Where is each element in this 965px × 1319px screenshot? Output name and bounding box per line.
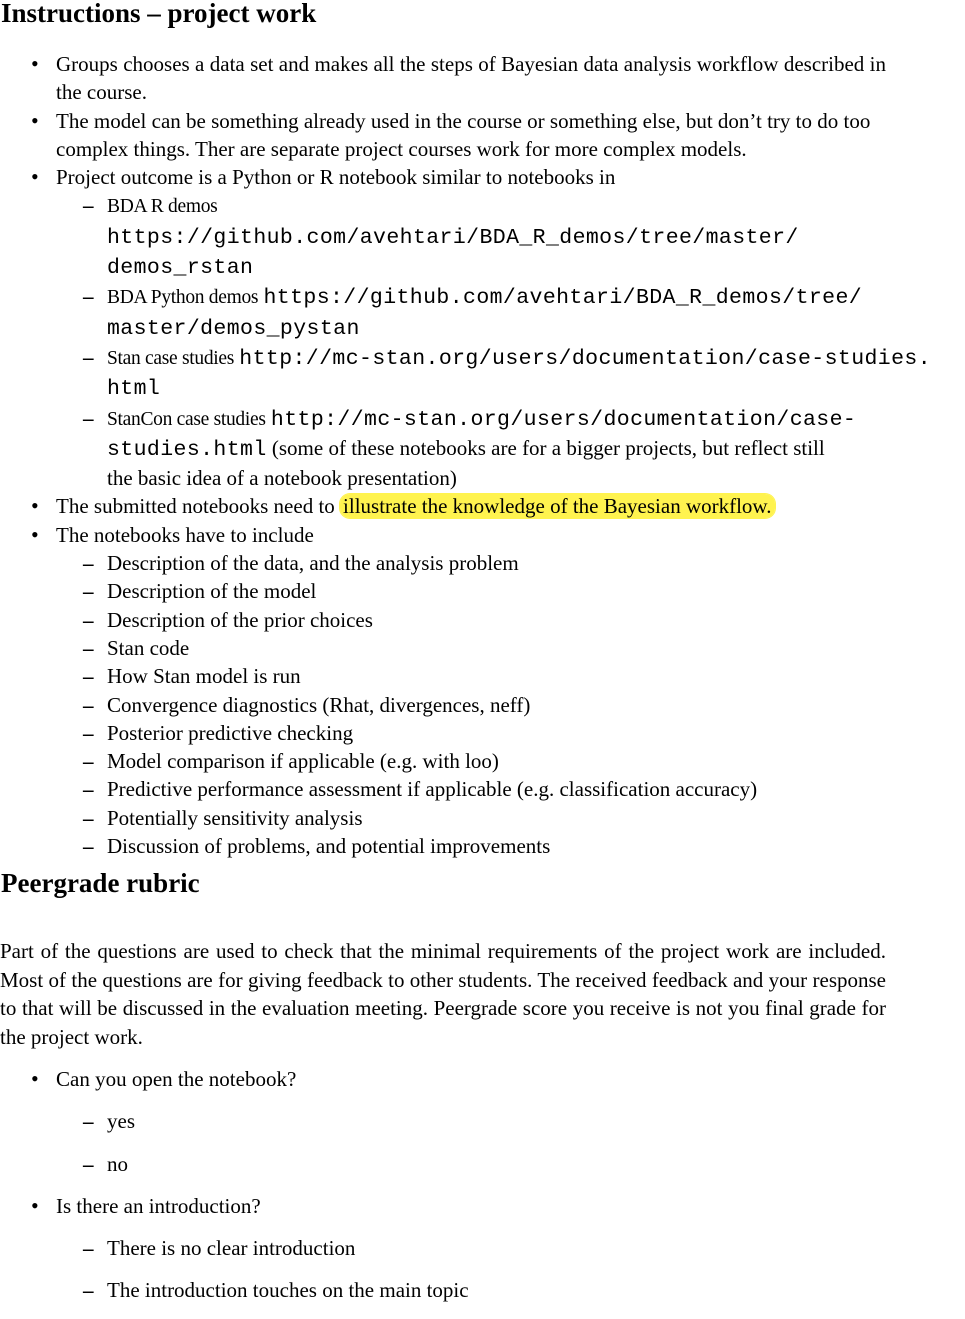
rubric-question — [0, 1192, 886, 1305]
link-label: StanCon case studies — [107, 408, 266, 430]
question-text: Is there an introduction? — [56, 1193, 261, 1218]
link-note-cont: the basic idea of a notebook presentation) — [107, 466, 457, 491]
link-item — [56, 191, 886, 282]
answer-option: – no — [56, 1150, 886, 1178]
list-item-text: The notebooks have to include — [56, 522, 314, 547]
list-item: • Groups chooses a data set and makes all the steps of Bayesian data analysis workflow described in the course. — [0, 50, 886, 107]
answer-option: – The introduction touches on the main topic — [56, 1276, 886, 1304]
rubric-paragraph: Part of the questions are used to check that the minimal requirements of the project work are included. Most of the questions are for giving feedback to other students. The received feedback and your response to that will be discussed in the evaluation meeting. Peergrade score you receive is not you final grade for the project work. — [0, 939, 886, 1049]
link-url-cont[interactable]: html — [107, 377, 161, 402]
rubric-question — [0, 1065, 886, 1178]
requirements-list — [56, 549, 886, 860]
answer-option: – yes — [56, 1107, 886, 1135]
requirement-item: – Stan code — [56, 634, 886, 662]
link-url[interactable]: http://mc-stan.org/users/documentation/case-studies. — [239, 346, 932, 371]
requirement-item: – Convergence diagnostics (Rhat, divergences, neff) — [56, 691, 886, 719]
section-title-rubric: Peergrade rubric — [1, 868, 200, 898]
question-text: Can you open the notebook? — [56, 1067, 297, 1091]
list-item — [0, 492, 886, 520]
list-item-text: The submitted notebooks need to — [56, 494, 335, 519]
answer-option: – There is no clear introduction — [56, 1234, 886, 1262]
link-url-cont[interactable]: studies.html — [107, 437, 267, 462]
link-url-cont[interactable]: demos_rstan — [107, 256, 254, 281]
notebook-links-list — [56, 191, 932, 492]
answer-options — [56, 1107, 886, 1178]
link-item — [56, 404, 886, 493]
requirement-item: – Description of the prior choices — [56, 606, 886, 634]
answer-options — [56, 1234, 886, 1305]
requirement-item: – How Stan model is run — [56, 662, 886, 690]
link-url-cont[interactable]: master/demos_pystan — [107, 316, 360, 341]
requirement-item: – Discussion of problems, and potential improvements — [56, 832, 886, 860]
instructions-list — [0, 50, 965, 860]
list-item-text: Project outcome is a Python or R notebook similar to notebooks in — [56, 165, 616, 190]
list-item: • The model can be something already used in the course or something else, but don’t try to do too complex things. Ther are separate project courses work for more complex models. — [0, 107, 886, 164]
section-title-instructions: Instructions – project work — [1, 0, 317, 28]
requirement-item: – Description of the data, and the analysis problem — [56, 549, 886, 577]
requirement-item: – Predictive performance assessment if applicable (e.g. classification accuracy) — [56, 775, 886, 803]
highlighted-text: illustrate the knowledge of the Bayesian workflow. — [340, 494, 774, 518]
link-note: (some of these notebooks are for a bigger projects, but reflect still — [266, 435, 825, 460]
requirement-item: – Model comparison if applicable (e.g. with loo) — [56, 747, 886, 775]
link-label: BDA R demos — [107, 196, 218, 218]
link-item — [56, 343, 932, 404]
link-url[interactable]: https://github.com/avehtari/BDA_R_demos/tree/ — [263, 286, 863, 311]
link-url[interactable]: https://github.com/avehtari/BDA_R_demos/tree/master/ — [107, 225, 799, 250]
link-item — [56, 282, 886, 343]
requirement-item: – Posterior predictive checking — [56, 719, 886, 747]
link-label: Stan case studies — [107, 347, 235, 369]
requirement-item: – Description of the model — [56, 577, 886, 605]
rubric-questions-list — [0, 1065, 965, 1319]
link-url[interactable]: http://mc-stan.org/users/documentation/case- — [270, 407, 857, 432]
list-item — [0, 163, 932, 492]
list-item — [0, 521, 886, 861]
link-label: BDA Python demos — [107, 287, 259, 309]
requirement-item: – Potentially sensitivity analysis — [56, 804, 886, 832]
